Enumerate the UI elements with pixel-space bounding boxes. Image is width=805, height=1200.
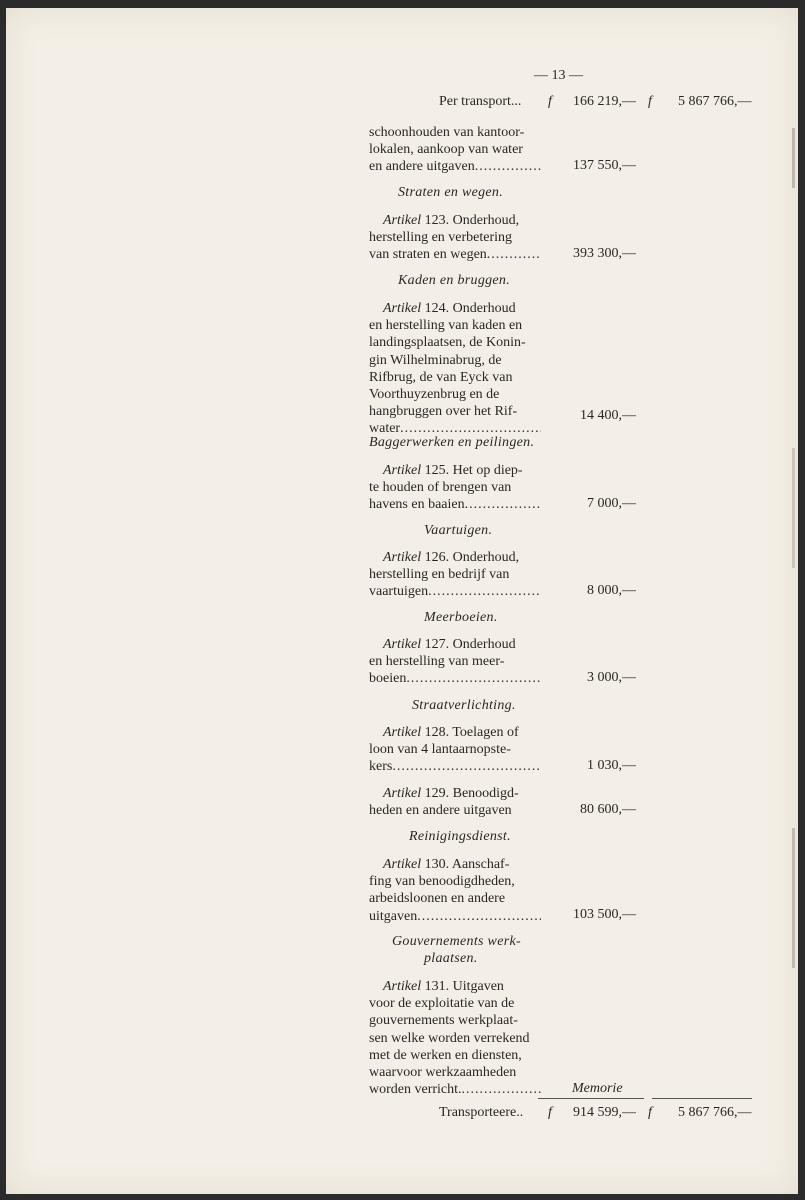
text-line: herstelling en verbetering: [369, 230, 513, 246]
text-line: Onderhoud: [452, 301, 516, 316]
currency-symbol: f: [548, 1105, 552, 1120]
dot-leader: [428, 583, 541, 600]
text-line-leader: [369, 583, 541, 600]
article-number: 126.: [424, 550, 450, 565]
article-128-amount: 1 030,—: [587, 758, 636, 773]
currency-symbol: f: [548, 94, 552, 109]
article-131: [369, 978, 541, 1098]
section-heading-kaden: Kaden en bruggen.: [398, 273, 511, 288]
transporteere-amount: 914 599,—: [573, 1105, 636, 1120]
article-number: 125.: [424, 463, 450, 478]
dot-leader: [487, 246, 541, 263]
section-heading-meerboeien: Meerboeien.: [424, 610, 498, 625]
text-line: en herstelling van meer-: [369, 654, 505, 670]
subtotal-rule: [652, 1098, 752, 1099]
section-heading-vaartuigen: Vaartuigen.: [424, 523, 493, 538]
article-125: [369, 462, 541, 514]
text-line: Voorthuyzenbrug en de: [369, 387, 500, 403]
text-line: lokalen, aankoop van water: [369, 142, 523, 158]
text-line: vaartuigen: [369, 584, 429, 600]
article-number: 127.: [424, 637, 450, 652]
section-heading-straatverlichting: Straatverlichting.: [412, 698, 516, 713]
per-transport-label: Per transport...: [439, 94, 522, 109]
text-line: Aanschaf-: [451, 857, 510, 872]
transporteere-total: 5 867 766,—: [678, 1105, 752, 1120]
section-heading-gouvernements-cont: plaatsen.: [424, 951, 478, 966]
text-line: Onderhoud,: [452, 213, 520, 228]
page-edge-mark: [792, 448, 795, 568]
dot-leader: [465, 496, 541, 513]
section-heading-reinigingsdienst: Reinigingsdienst.: [409, 829, 511, 844]
article-label: Artikel: [383, 213, 422, 228]
article-129-amount: 80 600,—: [580, 802, 636, 817]
subtotal-rule: [538, 1098, 644, 1099]
text-line: Toelagen of: [452, 725, 519, 740]
page-number: — 13 —: [534, 68, 583, 83]
currency-symbol: f: [648, 94, 652, 109]
dot-leader: [417, 908, 541, 925]
text-line: Het op diep-: [452, 463, 523, 478]
text-line-leader: [369, 758, 541, 775]
section-heading-gouvernements: Gouvernements werk-: [392, 934, 521, 949]
dot-leader: [462, 1081, 541, 1098]
text-line: arbeidsloonen en andere: [369, 891, 506, 907]
text-line: fing van benoodigdheden,: [369, 874, 515, 890]
dot-leader: [475, 158, 541, 175]
text-line: hangbruggen over het Rif-: [369, 404, 518, 420]
text-line: van straten en wegen: [369, 247, 487, 263]
article-label: Artikel: [383, 786, 422, 801]
text-line-leader: [369, 246, 541, 263]
text-line: kers: [369, 759, 393, 775]
article-122-amount: 137 550,—: [573, 158, 636, 173]
text-line-leader: [369, 1081, 541, 1098]
article-number: 124.: [424, 301, 450, 316]
article-127-amount: 3 000,—: [587, 670, 636, 685]
article-123: [369, 212, 541, 264]
article-122-continuation: [369, 124, 541, 176]
text-line-leader: [369, 496, 541, 513]
article-123-amount: 393 300,—: [573, 246, 636, 261]
text-line: water: [369, 421, 401, 437]
article-number: 128.: [424, 725, 450, 740]
article-128: [369, 724, 541, 776]
text-line: uitgaven: [369, 908, 418, 924]
text-line-leader: [369, 158, 541, 175]
text-line: sen welke worden verrekend: [369, 1030, 530, 1046]
text-line-leader: [369, 670, 541, 687]
text-line: gouvernements werkplaat-: [369, 1013, 518, 1029]
text-line: havens en baaien: [369, 497, 465, 513]
text-line: landingsplaatsen, de Konin-: [369, 335, 526, 351]
section-heading-baggerwerken: Baggerwerken en peilingen.: [369, 435, 535, 450]
article-125-amount: 7 000,—: [587, 496, 636, 511]
page-edge-mark: [792, 128, 795, 188]
text-line: Onderhoud: [452, 637, 516, 652]
article-127: [369, 636, 541, 688]
article-number: 131.: [424, 979, 450, 994]
text-line: gin Wilhelminabrug, de: [369, 352, 502, 368]
article-label: Artikel: [383, 857, 422, 872]
article-label: Artikel: [383, 463, 422, 478]
text-line: schoonhouden van kantoor-: [369, 125, 525, 140]
text-line: heden en andere uitgaven: [369, 803, 512, 819]
text-line: waarvoor werkzaamheden: [369, 1065, 517, 1081]
text-line: loon van 4 lantaarnopste-: [369, 742, 511, 758]
article-126: [369, 549, 541, 601]
text-line: herstelling en bedrijf van: [369, 567, 510, 583]
text-line: en andere uitgaven: [369, 159, 475, 175]
text-line: worden verricht.: [369, 1082, 462, 1098]
article-number: 123.: [424, 213, 450, 228]
per-transport-amount: 166 219,—: [573, 94, 636, 109]
text-line: Benoodigd-: [452, 786, 519, 801]
article-130: [369, 856, 541, 925]
text-line: boeien: [369, 671, 407, 687]
text-line: Onderhoud,: [452, 550, 520, 565]
text-line-leader: [369, 908, 541, 925]
article-number: 129.: [424, 786, 450, 801]
dot-leader: [406, 670, 541, 687]
document-page: [6, 8, 798, 1194]
currency-symbol: f: [648, 1105, 652, 1120]
article-label: Artikel: [383, 979, 422, 994]
article-124: [369, 300, 541, 438]
article-129: [369, 785, 541, 819]
dot-leader: [392, 758, 541, 775]
article-label: Artikel: [383, 550, 422, 565]
text-line: met de werken en diensten,: [369, 1047, 522, 1063]
text-line: en herstelling van kaden en: [369, 318, 523, 334]
text-line: Uitgaven: [452, 979, 504, 994]
text-line: Rifbrug, de van Eyck van: [369, 369, 513, 385]
article-number: 130.: [424, 857, 450, 872]
article-126-amount: 8 000,—: [587, 583, 636, 598]
article-124-amount: 14 400,—: [580, 408, 636, 423]
article-130-amount: 103 500,—: [573, 907, 636, 922]
per-transport-total: 5 867 766,—: [678, 94, 752, 109]
section-heading-straten: Straten en wegen.: [398, 185, 504, 200]
page-edge-mark: [792, 828, 795, 968]
text-line: te houden of brengen van: [369, 480, 512, 496]
article-label: Artikel: [383, 725, 422, 740]
article-label: Artikel: [383, 637, 422, 652]
article-131-amount: Memorie: [572, 1081, 623, 1096]
transporteere-label: Transporteere..: [439, 1105, 524, 1120]
article-label: Artikel: [383, 301, 422, 316]
text-line: voor de exploitatie van de: [369, 996, 515, 1012]
